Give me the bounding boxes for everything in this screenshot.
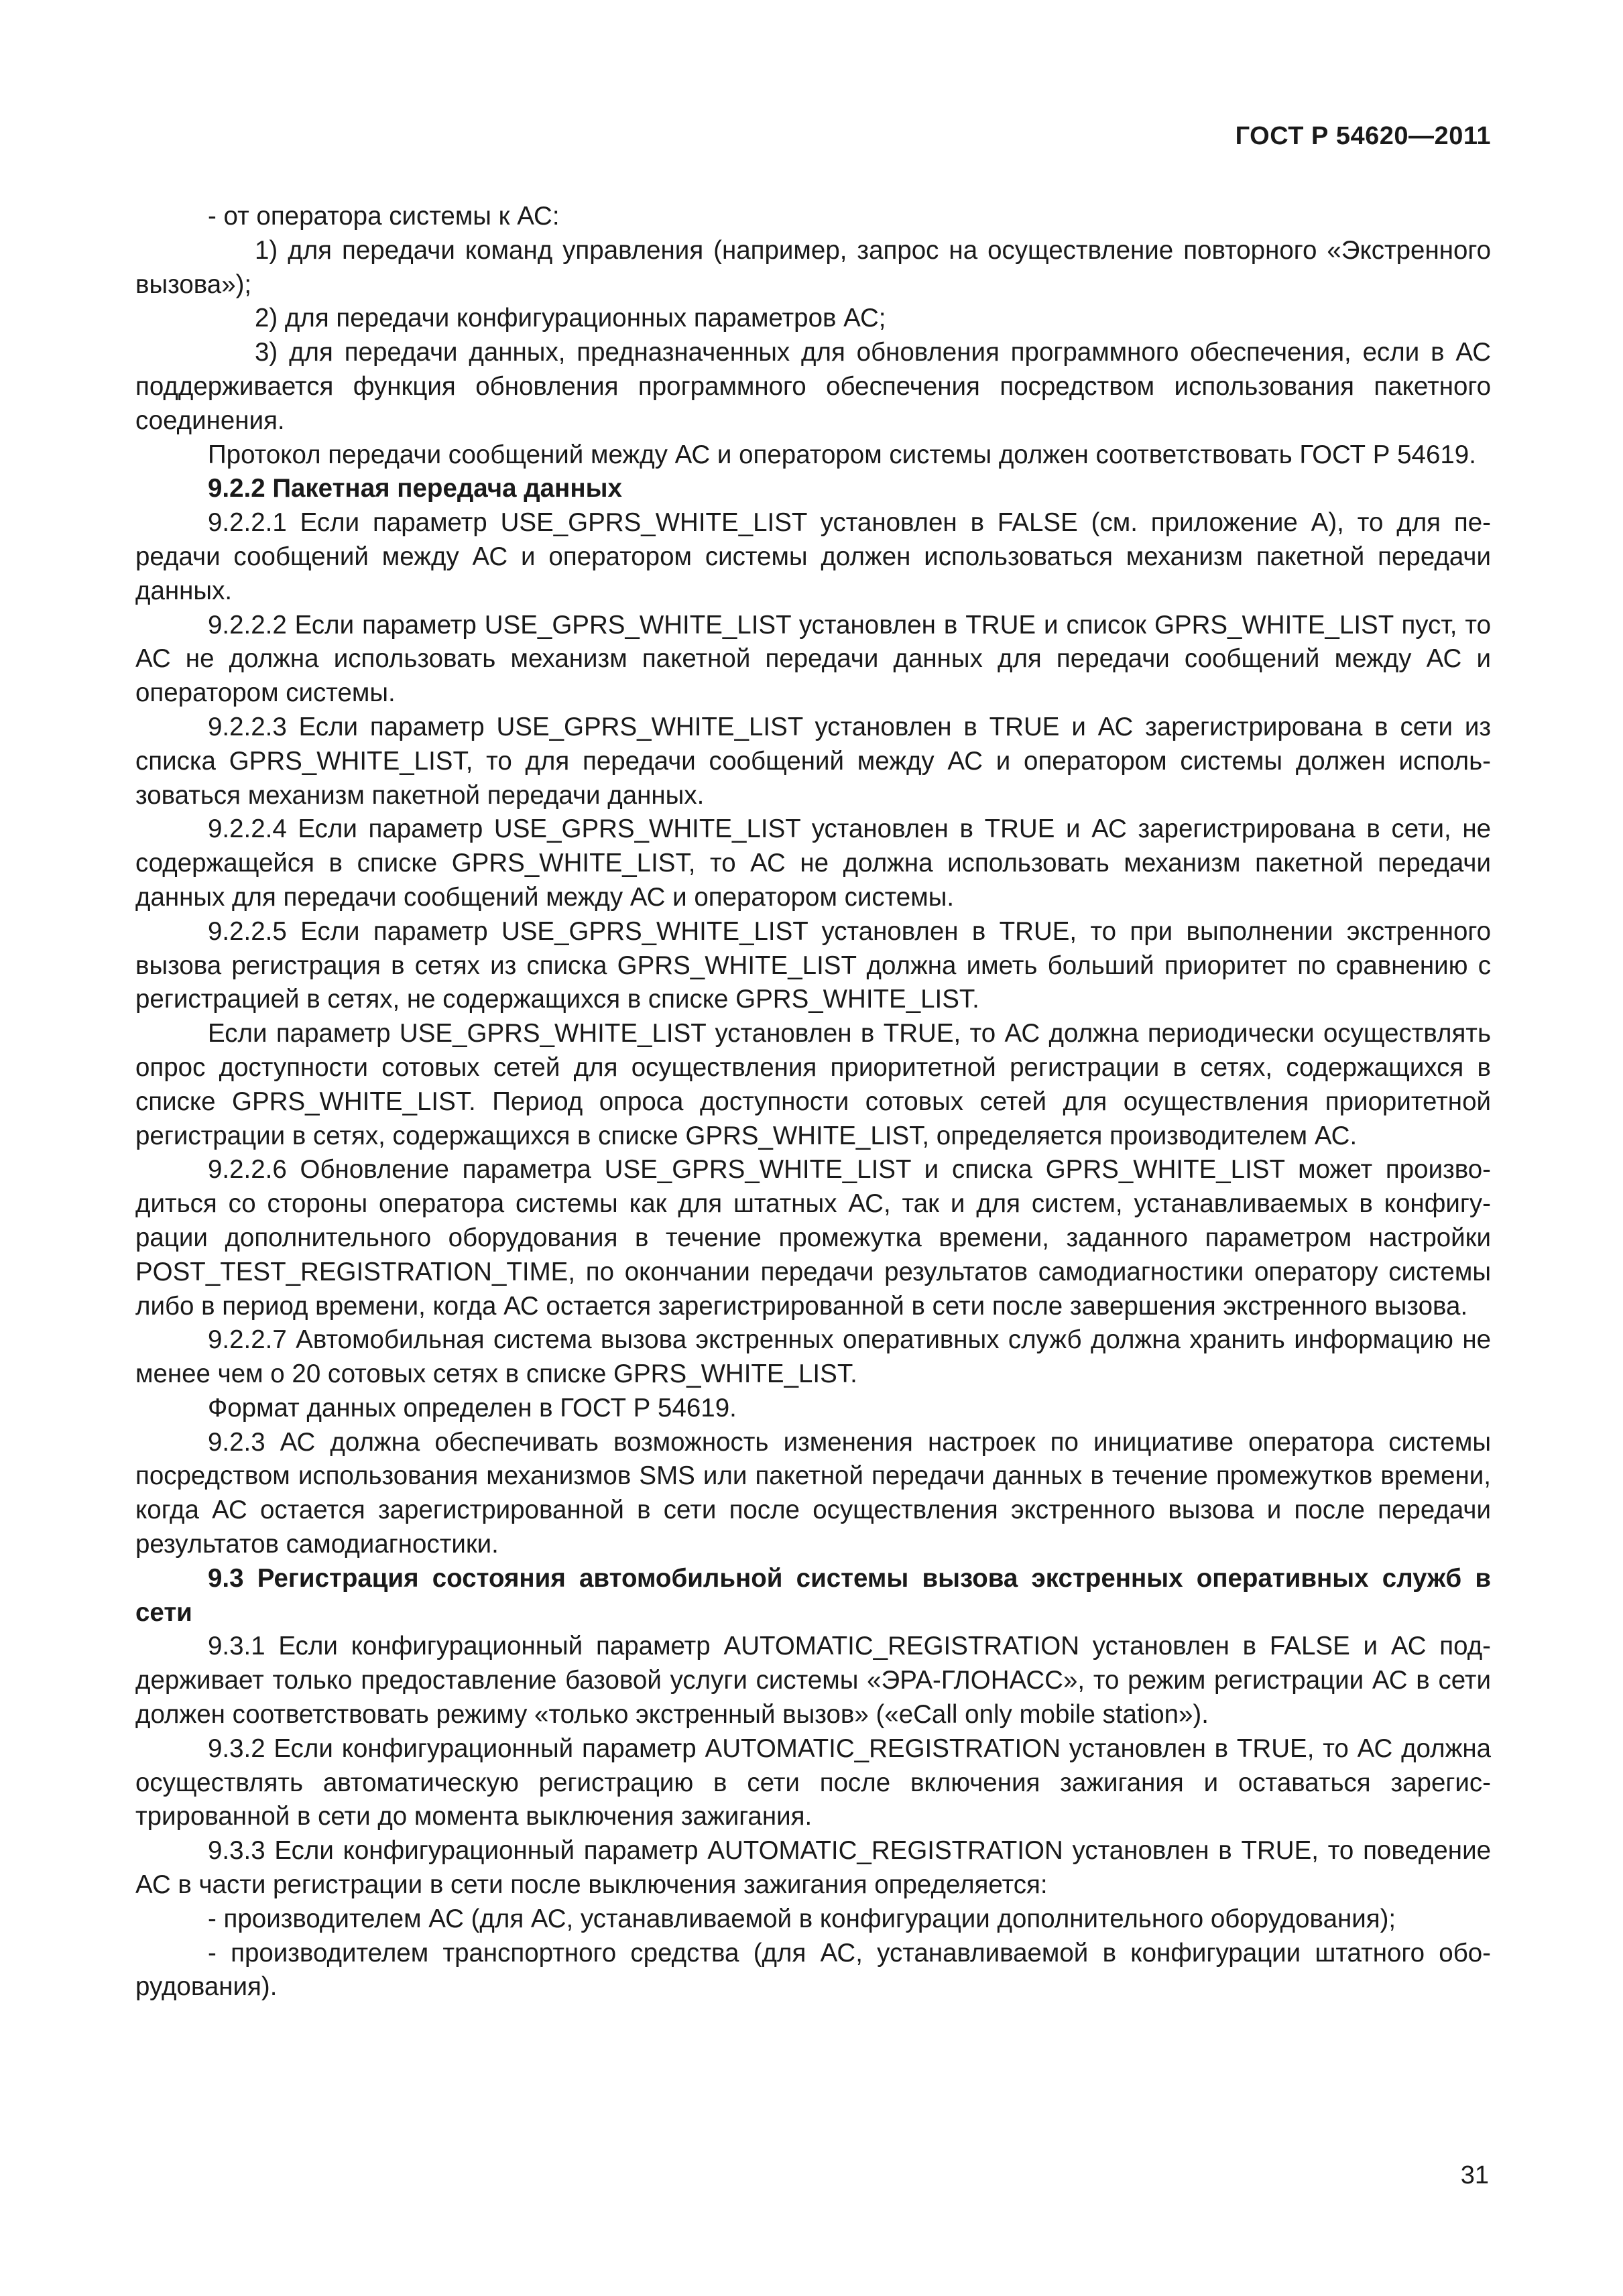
- paragraph: 9.3.2 Если конфигурационный параметр AUTOMATIC_REGISTRATION установлен в TRUE, то АС должна осуществлять автоматическую регистрацию в сети после включения зажигания и оставаться зарегистрированной в сети до момента выключения зажигания.: [135, 1734, 1491, 1831]
- paragraph: - от оператора системы к АС:: [208, 202, 560, 231]
- paragraph: Формат данных определен в ГОСТ Р 54619.: [208, 1393, 737, 1423]
- document-header: ГОСТ Р 54620—2011: [1235, 122, 1491, 150]
- paragraph: 9.2.2.2 Если параметр USE_GPRS_WHITE_LIST установлен в TRUE и список GPRS_WHITE_LIST пуст, то АС не должна использовать механизм пакетной передачи данных для передачи сообщений между АС и оператором системы.: [135, 610, 1491, 708]
- page-number: 31: [1460, 2161, 1489, 2189]
- list-item: - производителем АС (для АС, устанавливаемой в конфигурации дополнительного оборудования);: [208, 1904, 1396, 1933]
- paragraph: 9.2.2.5 Если параметр USE_GPRS_WHITE_LIST установлен в TRUE, то при выполнении экстренного вызова регистрация в сетях из списка GPRS_WHITE_LIST должна иметь больший приоритет по сравнению с регистрацией в сетях, не содержащихся в списке GPRS_WHITE_LIST.: [135, 916, 1491, 1014]
- paragraph: 9.3.3 Если конфигурационный параметр AUTOMATIC_REGISTRATION установлен в TRUE, то поведение АС в части регистрации в сети после выключения зажигания определяется:: [135, 1836, 1491, 1900]
- paragraph: 9.2.2.7 Автомобильная система вызова экстренных оперативных служб должна хранить информацию не менее чем о 20 сотовых сетях в списке GPRS_WHITE_LIST.: [135, 1325, 1491, 1389]
- paragraph: 9.2.2.4 Если параметр USE_GPRS_WHITE_LIST установлен в TRUE и АС зарегистрирована в сети, не содержащейся в списке GPRS_WHITE_LIST, то АС не должна использовать механизм пакетной передачи данных для передачи сообщений между АС и оператором системы.: [135, 814, 1491, 912]
- paragraph: 9.2.2.3 Если параметр USE_GPRS_WHITE_LIST установлен в TRUE и АС зарегистрирована в сети из списка GPRS_WHITE_LIST, то для передачи сообщений между АС и оператором системы должен использоваться механизм пакетной передачи данных.: [135, 712, 1491, 810]
- paragraph: Протокол передачи сообщений между АС и оператором системы должен соответствовать ГОСТ Р 54619.: [208, 440, 1476, 469]
- list-item: - производителем транспортного средства (для АС, устанавливаемой в конфигурации штатного оборудования).: [135, 1938, 1491, 2002]
- paragraph: Если параметр USE_GPRS_WHITE_LIST установлен в TRUE, то АС должна периодически осуществлять опрос доступности сотовых сетей для осуществления приоритетной регистрации в сетях, содержащихся в списке GPRS_WHITE_LIST. Период опроса доступности сотовых сетей для осуществления приоритетной регистрации в сетях, содержащихся в списке GPRS_WHITE_LIST, определяется производителем АС.: [135, 1019, 1491, 1150]
- list-item: 3) для передачи данных, предназначенных для обновления программного обеспечения, если в АС поддерживается функция обновления программного обеспечения посредством использования пакетного соединения.: [135, 338, 1491, 435]
- document-body: [135, 200, 1491, 2004]
- list-item: 1) для передачи команд управления (например, запрос на осуществление повторного «Экстренного вызова»);: [135, 235, 1491, 299]
- section-heading: 9.2.2 Пакетная передача данных: [208, 474, 622, 503]
- paragraph: 9.2.2.6 Обновление параметра USE_GPRS_WHITE_LIST и списка GPRS_WHITE_LIST может производиться со стороны оператора системы как для штатных АС, так и для систем, устанавливаемых в конфигурации дополнительного оборудования в течение промежутка времени, заданного параметром настройки POST_TEST_REGISTRATION_TIME, по окончании передачи результатов самодиагностики оператору системы либо в период времени, когда АС остается зарегистрированной в сети после завершения экстренного вызова.: [135, 1155, 1491, 1321]
- paragraph: 9.2.2.1 Если параметр USE_GPRS_WHITE_LIST установлен в FALSE (см. приложение А), то для передачи сообщений между АС и оператором системы должен использоваться механизм пакетной передачи данных.: [135, 508, 1491, 605]
- paragraph: 9.3.1 Если конфигурационный параметр AUTOMATIC_REGISTRATION установлен в FALSE и АС поддерживает только предоставление базовой услуги системы «ЭРА-ГЛОНАСС», то режим регистрации АС в сети должен соответствовать режиму «только экстренный вызов» («eCall only mobile station»).: [135, 1632, 1491, 1730]
- section-heading: 9.3 Регистрация состояния автомобильной системы вызова экстренных оперативных служб в сети: [135, 1563, 1491, 1627]
- paragraph: 9.2.3 АС должна обеспечивать возможность изменения настроек по инициативе оператора системы посредством использования механизмов SMS или пакетной передачи данных в течение промежутков времени, когда АС остается зарегистрированной в сети после осуществления экстренного вызова и после передачи результатов самодиагностики.: [135, 1427, 1491, 1559]
- list-item: 2) для передачи конфигурационных параметров АС;: [255, 304, 886, 333]
